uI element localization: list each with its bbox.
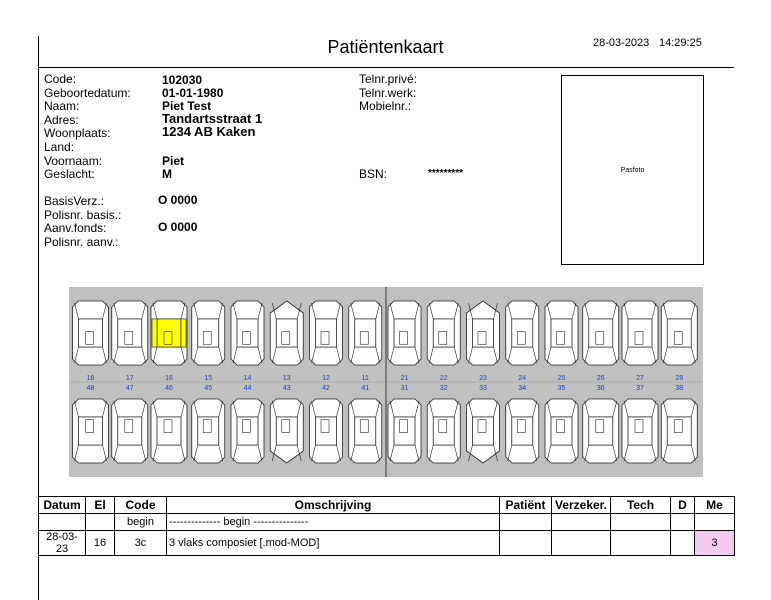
photo-label: Pasfoto [620, 167, 645, 174]
tooth-38-surface [667, 417, 691, 445]
tooth-13-surface [276, 319, 297, 347]
tooth-47-surface [118, 417, 142, 445]
tooth-number-upper: 17 [125, 375, 134, 382]
dental-chart [69, 287, 703, 477]
table-row[interactable] [39, 531, 735, 556]
tooth-number-upper: 16 [165, 375, 173, 382]
code-label: Code: [44, 72, 77, 86]
firstname-value: Piet [162, 154, 185, 168]
page-title: Patiëntenkaart [327, 37, 444, 57]
cell-code: 3c [115, 531, 167, 556]
tooth-number-lower: 42 [322, 385, 330, 392]
tooth-23-surface [473, 319, 494, 347]
tooth-number-lower: 43 [282, 385, 291, 392]
tooth-12-surface [316, 319, 337, 347]
tooth-number-upper: 14 [243, 375, 252, 382]
cell-patient [500, 531, 552, 556]
col-code-header: Code [115, 497, 167, 514]
tooth-32-surface [433, 417, 454, 445]
firstname-label: Voornaam: [44, 154, 103, 168]
treatment-table [38, 496, 735, 556]
name-label: Naam: [44, 99, 80, 113]
code-value: 102030 [162, 73, 203, 87]
cell-me: 3 [695, 531, 735, 556]
tooth-11-surface [355, 319, 376, 347]
print-time: 14:29:25 [659, 37, 702, 49]
tooth-15-surface [198, 319, 219, 347]
tooth-number-upper: 24 [518, 375, 527, 382]
cell-d [671, 531, 695, 556]
table-header-row [39, 497, 735, 514]
cell-patient [500, 514, 552, 531]
gender-value: M [162, 167, 172, 181]
tooth-number-lower: 32 [439, 385, 448, 392]
tooth-number-upper: 26 [596, 375, 605, 382]
tooth-number-lower: 38 [675, 385, 684, 392]
col-element-header: El [86, 497, 115, 514]
address-label: Adres: [44, 113, 79, 127]
tooth-35-surface [551, 417, 572, 445]
tooth-number-lower: 37 [636, 385, 644, 392]
col-patient-header: Patiënt [500, 497, 552, 514]
tooth-number-upper: 21 [400, 375, 409, 382]
cell-date: 28-03-23 [39, 531, 86, 556]
tooth-42-surface [316, 417, 337, 445]
mobile-label: Mobielnr.: [359, 99, 412, 113]
print-date: 28-03-2023 [593, 37, 650, 49]
tooth-number-upper: 23 [479, 375, 487, 382]
gender-label: Geslacht: [44, 167, 95, 181]
tooth-number-upper: 25 [557, 375, 566, 382]
tooth-26-surface [589, 319, 613, 347]
tooth-number-upper: 27 [636, 375, 644, 382]
tooth-number-upper: 13 [282, 375, 291, 382]
basis-insurance-label: BasisVerz.: [44, 194, 105, 208]
tooth-43-surface [276, 417, 297, 445]
tooth-28-surface [667, 319, 691, 347]
tooth-number-lower: 46 [165, 385, 173, 392]
policy-supplementary-label: Polisnr. aanv.: [44, 235, 119, 249]
cell-d [671, 514, 695, 531]
tooth-number-lower: 45 [204, 385, 213, 392]
tooth-25-surface [551, 319, 572, 347]
col-insurer-header: Verzeker. [552, 497, 611, 514]
tooth-number-lower: 31 [400, 385, 409, 392]
tooth-number-lower: 41 [361, 385, 370, 392]
tooth-number-lower: 35 [557, 385, 566, 392]
cell-date [39, 514, 86, 531]
cell-description: -------------- begin --------------- [167, 514, 500, 531]
tooth-16-mesial [152, 319, 157, 347]
tooth-number-upper: 22 [439, 375, 448, 382]
bsn-value: ********* [428, 168, 464, 179]
tooth-14-surface [237, 319, 258, 347]
header-divider [38, 67, 734, 68]
tooth-17-surface [118, 319, 142, 347]
cell-insurer [552, 514, 611, 531]
tooth-41-surface [355, 417, 376, 445]
tooth-number-upper: 15 [204, 375, 213, 382]
phone-work-label: Telnr.werk: [359, 86, 417, 100]
tooth-24-surface [512, 319, 533, 347]
cell-code: begin [115, 514, 167, 531]
passport-photo-box [561, 75, 704, 265]
tooth-16-surface [157, 319, 181, 347]
country-label: Land: [44, 140, 75, 154]
supplementary-fund-value: O 0000 [158, 220, 198, 234]
city-value: 1234 AB Kaken [162, 124, 256, 139]
tooth-31-surface [394, 417, 415, 445]
basis-insurance-value: O 0000 [158, 193, 198, 207]
tooth-22-surface [433, 319, 454, 347]
col-description-header: Omschrijving [167, 497, 500, 514]
supplementary-fund-label: Aanv.fonds: [44, 221, 107, 235]
name-value: Piet Test [162, 99, 212, 113]
tooth-46-surface [157, 417, 181, 445]
tooth-21-surface [394, 319, 415, 347]
tooth-16-distal [181, 319, 186, 347]
tooth-48-surface [79, 417, 103, 445]
tooth-number-lower: 34 [518, 385, 527, 392]
tooth-33-surface [473, 417, 494, 445]
cell-me [695, 514, 735, 531]
tooth-45-surface [198, 417, 219, 445]
cell-description: 3 vlaks composiet [.mod-MOD] [167, 531, 500, 556]
tooth-34-surface [512, 417, 533, 445]
cell-element: 16 [86, 531, 115, 556]
tooth-number-upper: 12 [322, 375, 330, 382]
col-me-header: Me [695, 497, 735, 514]
dob-value: 01-01-1980 [162, 86, 224, 100]
table-row[interactable] [39, 514, 735, 531]
tooth-number-lower: 48 [86, 385, 95, 392]
address-value: Tandartsstraat 1 [162, 111, 263, 126]
cell-element [86, 514, 115, 531]
tooth-number-lower: 36 [596, 385, 605, 392]
cell-tech [611, 531, 671, 556]
dob-label: Geboortedatum: [44, 86, 131, 100]
cell-tech [611, 514, 671, 531]
tooth-number-lower: 47 [125, 385, 134, 392]
phone-private-label: Telnr.privé: [359, 72, 418, 86]
tooth-36-surface [589, 417, 613, 445]
col-date-header: Datum [39, 497, 86, 514]
col-tech-header: Tech [611, 497, 671, 514]
dental-chart-svg [69, 287, 703, 477]
tooth-44-surface [237, 417, 258, 445]
tooth-37-surface [628, 417, 652, 445]
col-d-header: D [671, 497, 695, 514]
tooth-number-lower: 44 [243, 385, 252, 392]
tooth-number-upper: 28 [675, 375, 684, 382]
bsn-label: BSN: [359, 167, 388, 181]
city-label: Woonplaats: [44, 126, 111, 140]
cell-insurer [552, 531, 611, 556]
tooth-number-upper: 11 [361, 375, 369, 382]
tooth-number-lower: 33 [479, 385, 487, 392]
policy-basis-label: Polisnr. basis.: [44, 208, 122, 222]
tooth-27-surface [628, 319, 652, 347]
tooth-number-upper: 18 [86, 375, 95, 382]
tooth-18-surface [79, 319, 103, 347]
